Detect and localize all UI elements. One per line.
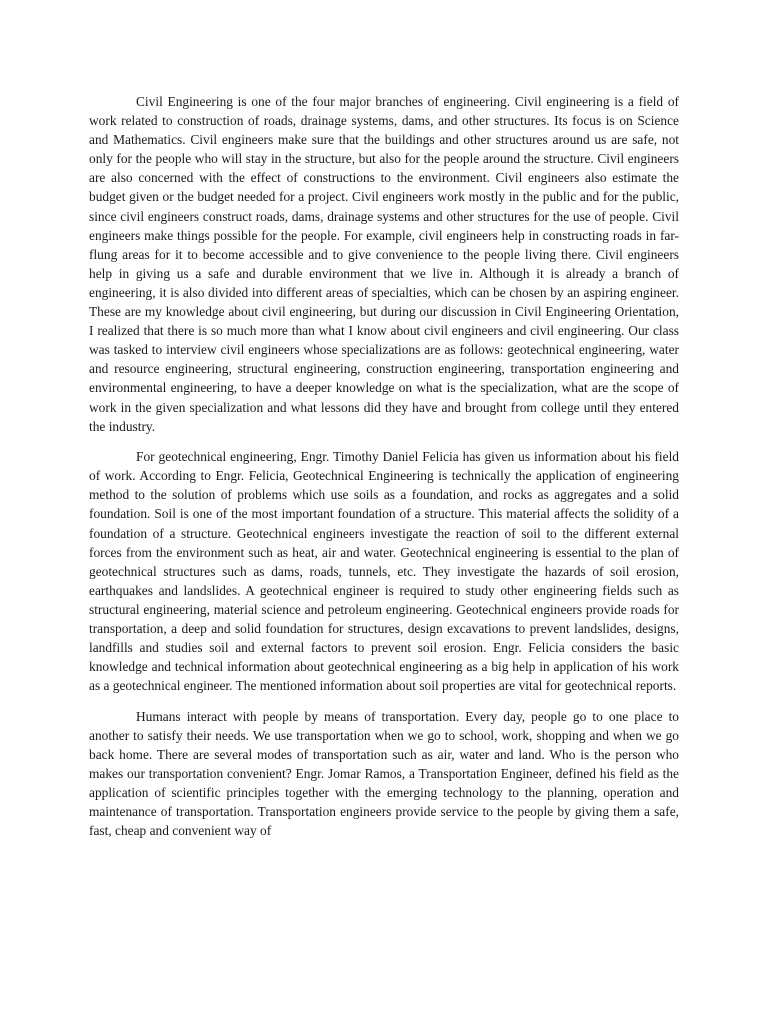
paragraph-civil-engineering-intro: Civil Engineering is one of the four major branches of engineering. Civil engineering is a field of work related to construction of roads, drainage systems, dams, and other structures. Its focus is on Science and Mathematics. Civil engineers make sure that the buildings and other structures around us are safe, not only for the people who will stay in the structure, but also for the people around the structure. Civil engineers are also concerned with the effect of constructions to the environment. Civil engineers also estimate the budget given or the budget needed for a project. Civil engineers work mostly in the public and for the public, since civil engineers construct roads, dams, drainage systems and other structures for the use of people. Civil engineers make things possible for the people. For example, civil engineers help in constructing roads in far-flung areas for it to become accessible and to give convenience to the people living there. Civil engineers help in giving us a safe and durable environment that we live in. Although it is already a branch of engineering, it is also divided into different areas of specialties, which can be chosen by an aspiring engineer. These are my knowledge about civil engineering, but during our discussion in Civil Engineering Orientation, I realized that there is so much more than what I know about civil engineers and civil engineering. Our class was tasked to interview civil engineers whose specializations are as follows: geotechnical engineering, water and resource engineering, structural engineering, construction engineering, transportation engineering and environmental engineering, to have a deeper knowledge on what is the specialization, what are the scope of work in the given specialization and what lessons did they have and brought from college until they entered the industry. — [89, 94, 679, 434]
paragraph-transportation-engineering: Humans interact with people by means of transportation. Every day, people go to one place to another to satisfy their needs. We use transportation when we go to school, work, shopping and when we go back home. There are several modes of transportation such as air, water and land. Who is the person who makes our transportation convenient? Engr. Jomar Ramos, a Transportation Engineer, defined his field as the application of scientific principles together with the emerging technology to the planning, operation and maintenance of transportation. Transportation engineers provide service to the people by giving them a safe, fast, cheap and convenient way of — [89, 708, 679, 839]
paragraph-geotechnical-engineering: For geotechnical engineering, Engr. Timothy Daniel Felicia has given us information about his field of work. According to Engr. Felicia, Geotechnical Engineering is technically the application of engineering method to the solution of problems which use soils as a foundation, and rocks as aggregates and a solid foundation. Soil is one of the most important foundation of a structure. This material affects the solidity of a foundation of a structure. Geotechnical engineers investigate the reaction of soil to the different external forces from the environment such as heat, air and water. Geotechnical engineering is essential to the plan of geotechnical structures such as dams, roads, tunnels, etc. They investigate the hazards of soil erosion, earthquakes and landslides. A geotechnical engineer is required to study other engineering fields such as structural engineering, material science and petroleum engineering. Geotechnical engineers provide roads for transportation, a deep and solid foundation for structures, design excavations to prevent landslides, designs, landfills and studies soil and external factors to prevent soil erosion. Engr. Felicia considers the basic knowledge and technical information about geotechnical engineering as a big help in application of his work as a geotechnical engineer. The mentioned information about soil properties are vital for geotechnical reports. — [89, 449, 679, 694]
document-page — [89, 92, 679, 852]
